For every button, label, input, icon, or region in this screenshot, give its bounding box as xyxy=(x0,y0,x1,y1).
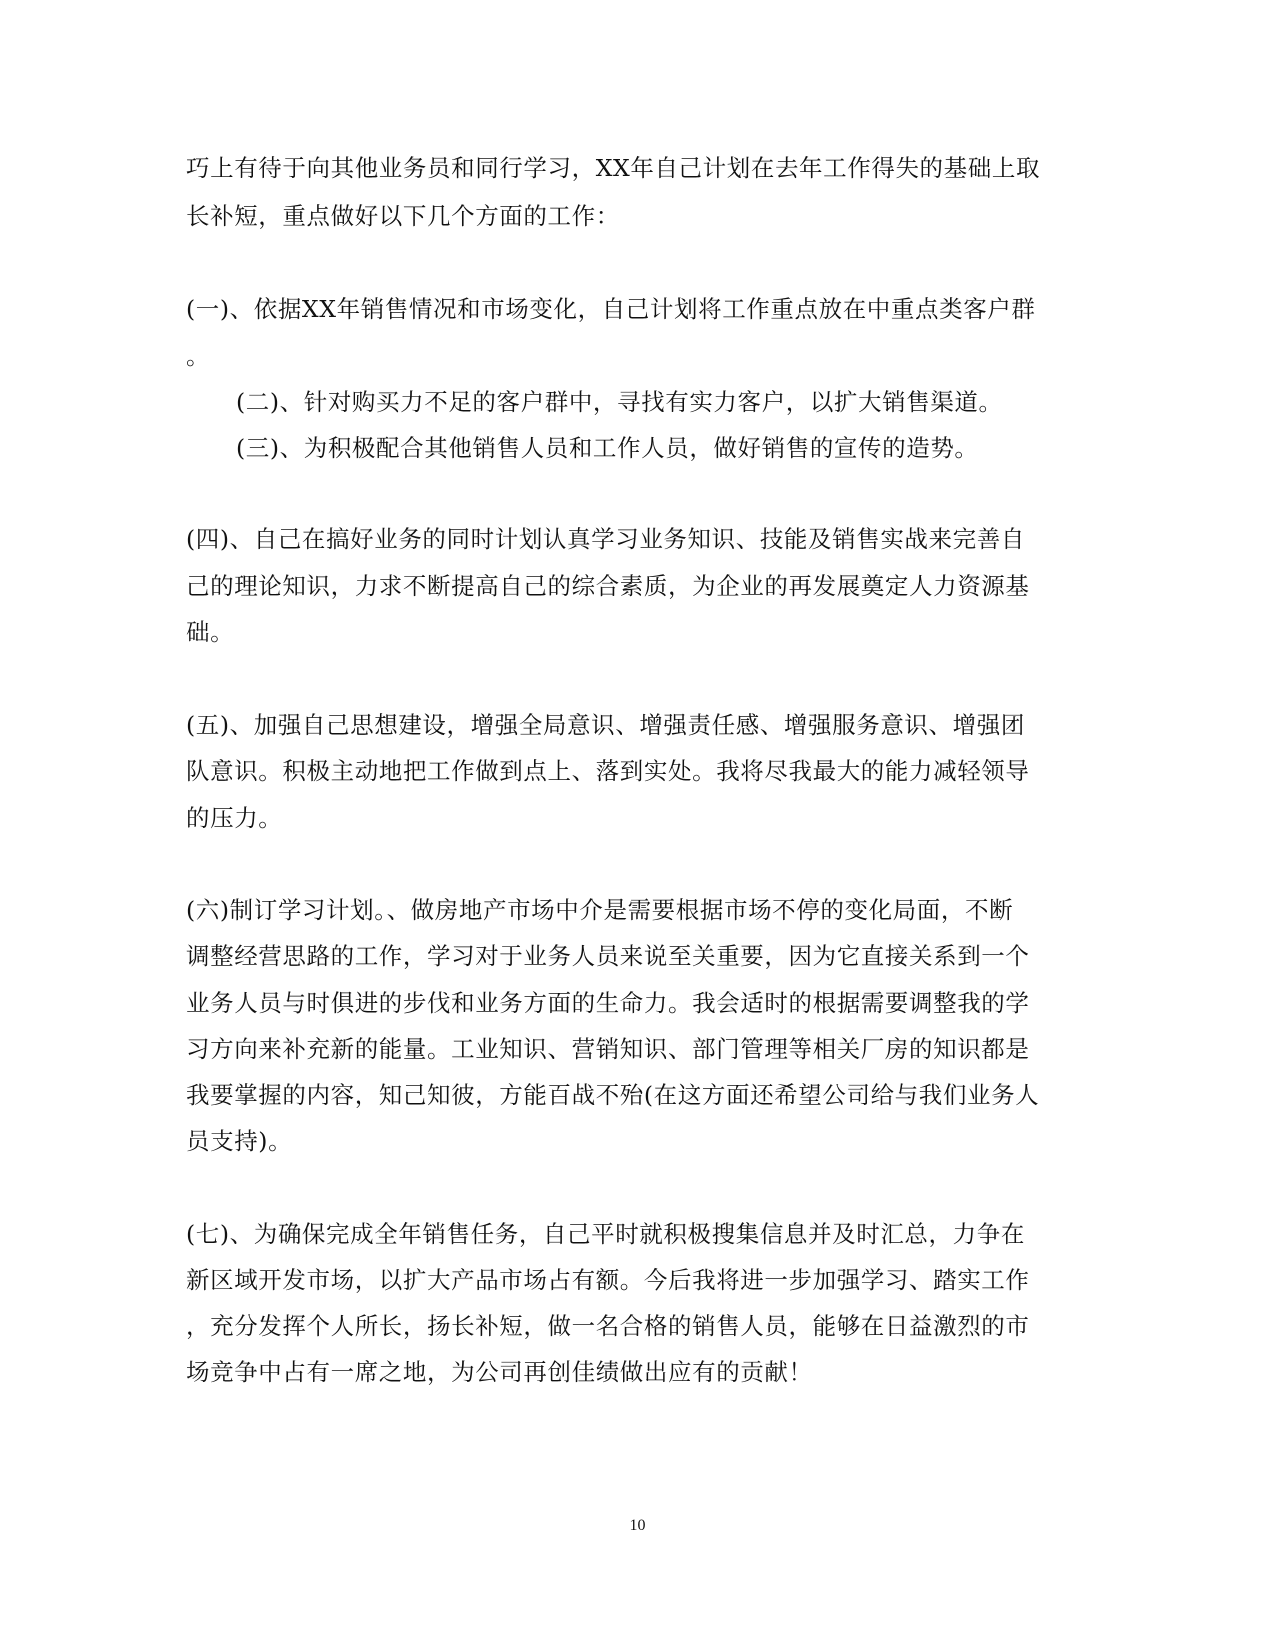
paragraph-line: (二)、针对购买力不足的客户群中，寻找有实力客户，以扩大销售渠道。 xyxy=(236,388,1003,416)
paragraph-line: 的压力。 xyxy=(186,804,283,832)
paragraph-line: (一)、依据XX年销售情况和市场变化，自己计划将工作重点放在中重点类客户群 xyxy=(186,295,1036,323)
paragraph-line: (五)、加强自己思想建设，增强全局意识、增强责任感、增强服务意识、增强团 xyxy=(186,711,1025,739)
paragraph-line: 巧上有待于向其他业务员和同行学习，XX年自己计划在去年工作得失的基础上取 xyxy=(186,154,1041,182)
paragraph-line: (六)制订学习计划。、做房地产市场中介是需要根据市场不停的变化局面，不断 xyxy=(186,896,1014,924)
paragraph-line: 调整经营思路的工作，学习对于业务人员来说至关重要，因为它直接关系到一个 xyxy=(186,942,1030,970)
page-number: 10 xyxy=(629,1517,646,1534)
paragraph-line: ，充分发挥个人所长，扬长补短，做一名合格的销售人员，能够在日益激烈的市 xyxy=(186,1312,1030,1340)
paragraph-line: (三)、为积极配合其他销售人员和工作人员，做好销售的宣传的造势。 xyxy=(236,434,979,462)
paragraph-line: 员支持)。 xyxy=(186,1127,293,1155)
paragraph-line: 己的理论知识，力求不断提高自己的综合素质，为企业的再发展奠定人力资源基 xyxy=(186,572,1030,600)
paragraph-line: 业务人员与时俱进的步伐和业务方面的生命力。我会适时的根据需要调整我的学 xyxy=(186,989,1030,1017)
paragraph-line: 习方向来补充新的能量。工业知识、营销知识、部门管理等相关厂房的知识都是 xyxy=(186,1035,1030,1063)
paragraph-line: (四)、自己在搞好业务的同时计划认真学习业务知识、技能及销售实战来完善自 xyxy=(186,525,1025,553)
paragraph-line: 础。 xyxy=(186,618,235,646)
paragraph-line: 新区域开发市场，以扩大产品市场占有额。今后我将进一步加强学习、踏实工作 xyxy=(186,1266,1030,1294)
paragraph-line: 长补短，重点做好以下几个方面的工作： xyxy=(186,202,620,230)
paragraph-line: 队意识。积极主动地把工作做到点上、落到实处。我将尽我最大的能力减轻领导 xyxy=(186,757,1030,785)
paragraph-line: (七)、为确保完成全年销售任务，自己平时就积极搜集信息并及时汇总，力争在 xyxy=(186,1220,1025,1248)
paragraph-line: 我要掌握的内容，知己知彼，方能百战不殆(在这方面还希望公司给与我们业务人 xyxy=(186,1081,1040,1109)
paragraph-line: 。 xyxy=(186,342,211,370)
paragraph-line: 场竞争中占有一席之地，为公司再创佳绩做出应有的贡献！ xyxy=(186,1358,813,1386)
